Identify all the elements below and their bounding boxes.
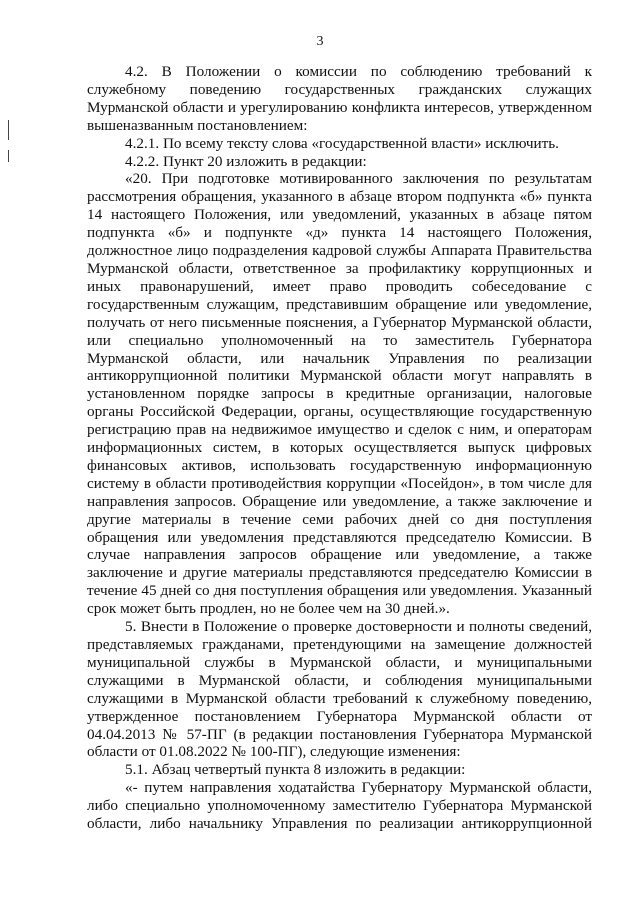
paragraph-5: 5. Внести в Положение о проверке достоверности и полноты сведений, представляемых гражданами, претендующими на замещение должностей муниципальной службы в Мурманской области, и муниципальными служащими в Мурманской области, и соблюдения муниципальными служащими в Мурманской области требований к служебному поведению, утвержденное постановлением Губернатора Мурманской области от 04.04.2013 № 57-ПГ (в редакции постановления Губернатора Мурманской области от 01.08.2022 № 100-ПГ), следующие изменения: <box>87 618 592 761</box>
paragraph-4-2-2: 4.2.2. Пункт 20 изложить в редакции: <box>125 152 367 170</box>
paragraph-quote-start: «- путем направления ходатайства Губернатору Мурманской области, либо специально уполномоченному заместителю Губернатора Мурманской области, либо начальнику Управления по реализации антикоррупционной <box>87 779 592 833</box>
paragraph-4-2: 4.2. В Положении о комиссии по соблюдению требований к служебному поведению государственных гражданских служащих Мурманской области и урегулированию конфликта интересов, утвержденном вышеназванным постановлением: <box>87 63 592 134</box>
scan-edge-mark <box>8 120 9 140</box>
paragraph-5-1: 5.1. Абзац четвертый пункта 8 изложить в редакции: <box>125 761 466 779</box>
paragraph-4-2-1: 4.2.1. По всему тексту слова «государственной власти» исключить. <box>125 134 559 152</box>
scan-edge-mark <box>8 150 9 162</box>
paragraph-point-20: «20. При подготовке мотивированного заключения по результатам рассмотрения обращения, указанного в абзаце втором подпункта «б» пункта 14 настоящего Положения, или уведомлений, указанных в абзаце пятом подпункта «б» и подпункте «д» пункта 14 настоящего Положения, должностное лицо подразделения кадровой службы Аппарата Правительства Мурманской области, ответственное за профилактику коррупционных и иных правонарушений, имеет право проводить собеседование с государственным служащим, представившим обращение или уведомление, получать от него письменные пояснения, а Губернатор Мурманской области, или специально уполномоченный на то заместитель Губернатора Мурманской области, или начальник Управления по реализации антикоррупционной политики Мурманской области могут направлять в установленном порядке запросы в кредитные организации, налоговые органы Российской Федерации, органы, осуществляющие государственную регистрацию прав на недвижимое имущество и сделок с ним, и операторам информационных систем, в которых осуществляется выпуск цифровых финансовых активов, использовать государственную информационную систему в области противодействия коррупции «Посейдон», в том числе для направления запросов. Обращение или уведомление, а также заключение и другие материалы в течение семи рабочих дней со дня поступления обращения или уведомления представляются председателю Комиссии. В случае направления запросов обращение или уведомление, а также заключение и другие материалы представляются председателю Комиссии в течение 45 дней со дня поступления обращения или уведомления. Указанный срок может быть продлен, но не более чем на 30 дней.». <box>87 170 592 618</box>
document-body <box>87 63 592 833</box>
page-number: 3 <box>316 34 324 49</box>
